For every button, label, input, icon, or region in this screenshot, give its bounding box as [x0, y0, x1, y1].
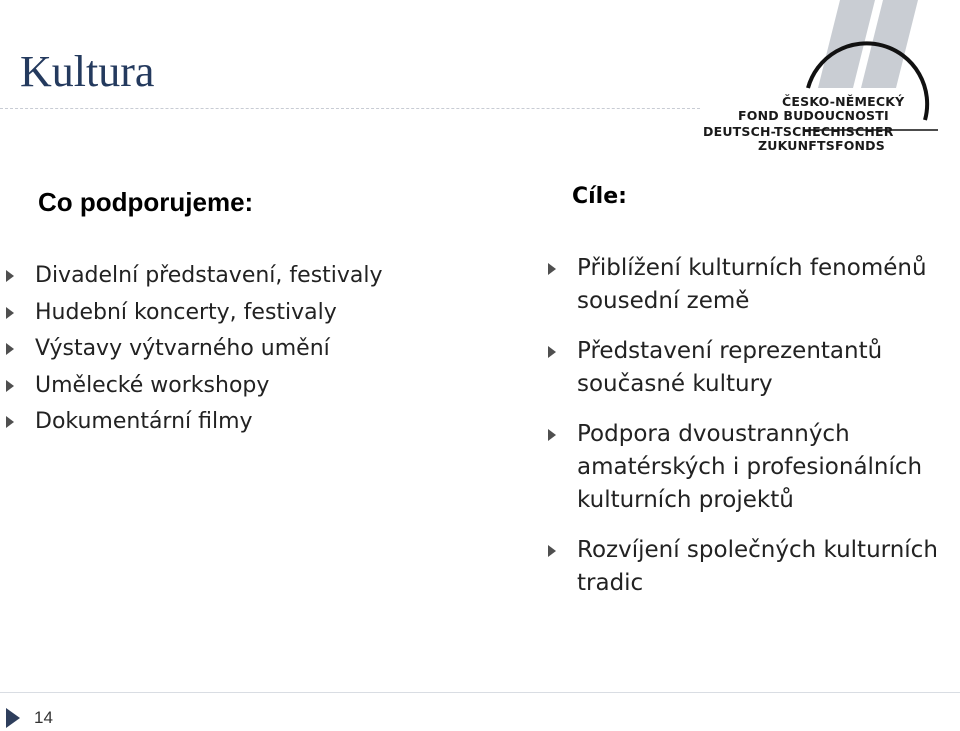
footer-arrow-icon	[6, 708, 20, 728]
bullet-arrow-icon	[6, 343, 14, 355]
logo-line-2: FOND BUDOUCNOSTI	[738, 108, 889, 123]
bullet-arrow-icon	[548, 429, 556, 441]
goals-list	[548, 252, 960, 617]
list-item: Představení reprezentantů současné kultury	[548, 335, 960, 401]
logo-line-3: DEUTSCH-TSCHECHISCHER	[703, 124, 894, 139]
bullet-arrow-icon	[548, 346, 556, 358]
logo-line-4: ZUKUNFTSFONDS	[758, 138, 885, 153]
bullet-arrow-icon	[6, 270, 14, 282]
list-item: Přiblížení kulturních fenoménů sousední země	[548, 252, 960, 318]
list-item: Hudební koncerty, festivaly	[6, 295, 446, 332]
list-item: Výstavy výtvarného umění	[6, 331, 446, 368]
logo-line-1: ČESKO-NĚMECKÝ	[782, 94, 905, 109]
bullet-arrow-icon	[6, 416, 14, 428]
list-item: Rozvíjení společných kulturních tradic	[548, 534, 960, 600]
support-list	[6, 258, 446, 441]
title-divider	[0, 108, 700, 109]
list-item: Podpora dvoustranných amatérských i profesionálních kulturních projektů	[548, 418, 960, 517]
slide-title: Kultura	[20, 47, 155, 96]
page-number: 14	[34, 708, 53, 727]
foundation-logo	[700, 0, 960, 170]
bullet-arrow-icon	[548, 545, 556, 557]
list-item: Divadelní představení, festivaly	[6, 258, 446, 295]
bullet-arrow-icon	[6, 307, 14, 319]
support-heading: Co podporujeme:	[38, 187, 254, 217]
bullet-arrow-icon	[6, 380, 14, 392]
bullet-arrow-icon	[548, 263, 556, 275]
list-item: Umělecké workshopy	[6, 368, 446, 405]
list-item: Dokumentární filmy	[6, 404, 446, 441]
footer-divider	[0, 692, 960, 693]
goals-heading: Cíle:	[572, 184, 627, 209]
